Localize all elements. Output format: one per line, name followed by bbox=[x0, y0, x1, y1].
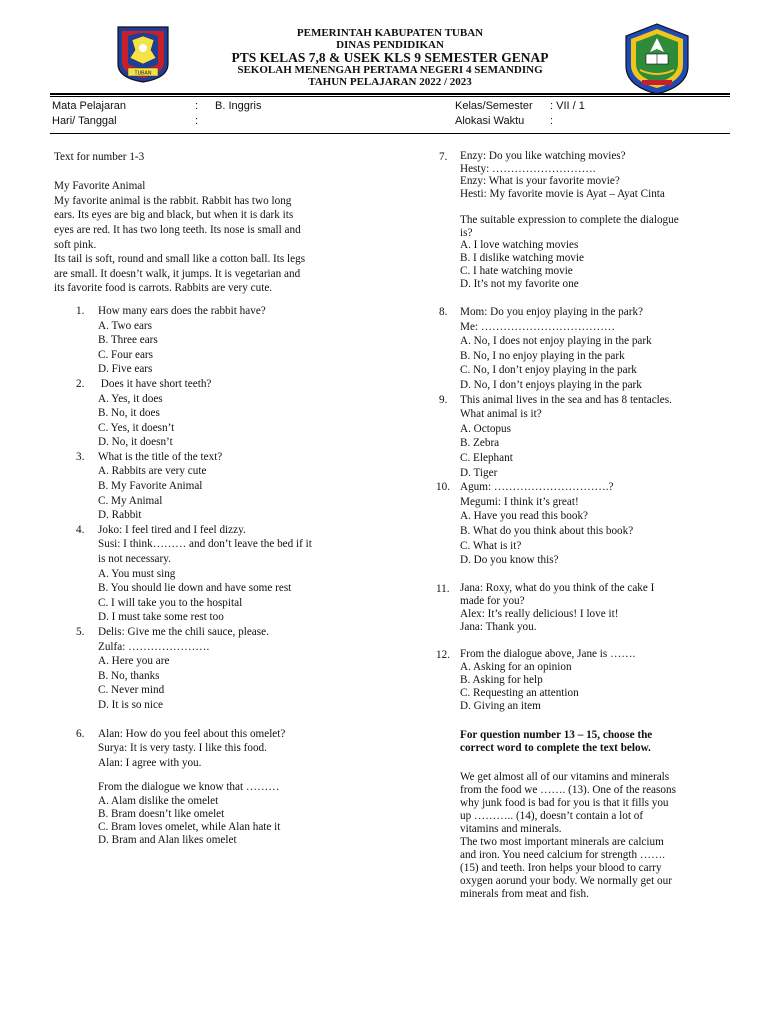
question-text: What is the title of the text? bbox=[98, 450, 223, 463]
question-text: How many ears does the rabbit have? bbox=[98, 304, 266, 317]
answer-option[interactable]: A. Here you are bbox=[98, 655, 170, 668]
question-12 bbox=[436, 648, 736, 713]
answer-option[interactable]: C. Yes, it doesn’t bbox=[98, 421, 175, 434]
subject-colon: : bbox=[195, 100, 199, 112]
question-text: Susi: I think……… and don’t leave the bed if it bbox=[98, 538, 312, 551]
answer-option[interactable]: C. My Animal bbox=[98, 494, 163, 507]
passage-line: why junk food is bad for you is that it fills you bbox=[460, 796, 669, 809]
question-1 bbox=[54, 304, 384, 377]
answer-option[interactable]: D. Rabbit bbox=[98, 509, 142, 522]
passage-line: We get almost all of our vitamins and minerals bbox=[460, 770, 670, 783]
question-text: Hesty: ………………………. bbox=[460, 162, 596, 175]
passage-line: oxygen aorund your body. We normally get our bbox=[460, 874, 672, 887]
question-number: 12. bbox=[436, 648, 450, 661]
answer-option[interactable]: B. No, I no enjoy playing in the park bbox=[460, 349, 625, 362]
answer-option[interactable]: D. No, I don’t enjoys playing in the park bbox=[460, 378, 642, 391]
question-text: made for you? bbox=[460, 594, 525, 607]
answer-option[interactable]: A. Alam dislike the omelet bbox=[98, 794, 219, 807]
question-text: Mom: Do you enjoy playing in the park? bbox=[460, 306, 644, 318]
question-number: 6. bbox=[76, 727, 85, 740]
question-6 bbox=[54, 727, 384, 847]
question-text: Does it have short teeth? bbox=[98, 377, 212, 390]
question-8 bbox=[436, 305, 736, 393]
question-text: What animal is it? bbox=[460, 408, 542, 421]
question-number: 2. bbox=[76, 377, 85, 390]
passage-line: from the food we ……. (13). One of the reasons bbox=[460, 783, 676, 796]
question-text: Zulfa: …………………. bbox=[98, 640, 210, 653]
cloze-passage bbox=[436, 771, 736, 901]
header-government: PEMERINTAH KABUPATEN TUBAN bbox=[296, 27, 484, 39]
question-number: 11. bbox=[436, 582, 450, 595]
header-department: DINAS PENDIDIKAN bbox=[336, 38, 444, 51]
class-label: Kelas/Semester bbox=[455, 100, 533, 112]
question-text: Me: ……………………………… bbox=[460, 320, 616, 333]
question-text: Megumi: I think it’s great! bbox=[460, 495, 579, 508]
answer-option[interactable]: C. No, I don’t enjoy playing in the park bbox=[460, 364, 637, 377]
header-text bbox=[170, 28, 610, 88]
answer-option[interactable]: B. No, thanks bbox=[98, 669, 160, 682]
subject-value: B. Inggris bbox=[215, 100, 262, 112]
passage-line: minerals from meat and fish. bbox=[460, 887, 589, 900]
question-prompt: is? bbox=[460, 226, 473, 239]
question-text: Enzy: Do you like watching movies? bbox=[460, 150, 626, 162]
question-text: Alex: It’s really delicious! I love it! bbox=[460, 607, 619, 620]
time-label: Alokasi Waktu bbox=[455, 115, 525, 127]
answer-option[interactable]: A. Have you read this book? bbox=[460, 510, 589, 523]
answer-option[interactable]: A. Yes, it does bbox=[98, 392, 163, 405]
header-divider-thick bbox=[50, 93, 730, 95]
class-value: : VII / 1 bbox=[550, 100, 585, 112]
question-text: Surya: It is very tasty. I like this food. bbox=[98, 742, 267, 755]
answer-option[interactable]: C. Never mind bbox=[98, 684, 165, 697]
answer-option[interactable]: D. Do you know this? bbox=[460, 554, 559, 567]
svg-text:TUBAN: TUBAN bbox=[134, 70, 152, 77]
school-logo bbox=[622, 22, 692, 96]
answer-option[interactable]: B. Bram doesn’t like omelet bbox=[98, 807, 225, 820]
kabupaten-tuban-logo bbox=[114, 24, 172, 84]
answer-option[interactable]: D. Bram and Alan likes omelet bbox=[98, 833, 237, 846]
answer-option[interactable]: B. You should lie down and have some rest bbox=[98, 582, 292, 595]
answer-option[interactable]: B. Zebra bbox=[460, 437, 500, 450]
question-number: 9. bbox=[439, 393, 448, 406]
instruction-line: For question number 13 – 15, choose the bbox=[460, 728, 653, 741]
answer-option[interactable]: C. What is it? bbox=[460, 539, 522, 552]
answer-option[interactable]: A. Two ears bbox=[98, 319, 153, 332]
passage-line: Its tail is soft, round and small like a cotton ball. Its legs bbox=[54, 253, 306, 266]
passage-line: and iron. You need calcium for strength ……. bbox=[460, 848, 666, 861]
left-column bbox=[54, 150, 384, 847]
question-2 bbox=[54, 377, 384, 450]
passage-intro: Text for number 1-3 bbox=[54, 151, 145, 163]
question-text: is not necessary. bbox=[98, 553, 171, 566]
passage-line: soft pink. bbox=[54, 238, 97, 251]
question-7 bbox=[436, 150, 736, 291]
question-number: 7. bbox=[439, 151, 448, 163]
question-prompt: The suitable expression to complete the dialogue bbox=[460, 214, 679, 226]
info-divider bbox=[50, 133, 730, 134]
answer-option[interactable]: A. You must sing bbox=[98, 567, 176, 580]
right-column bbox=[436, 150, 736, 901]
question-number: 3. bbox=[76, 450, 85, 463]
question-text: This animal lives in the sea and has 8 tentacles. bbox=[460, 393, 672, 406]
question-4 bbox=[54, 523, 384, 625]
passage-line: My favorite animal is the rabbit. Rabbit has two long bbox=[54, 194, 292, 207]
answer-option[interactable]: B. I dislike watching movie bbox=[460, 252, 584, 264]
question-text: Jana: Roxy, what do you think of the cake I bbox=[460, 581, 655, 594]
answer-option[interactable]: C. Four ears bbox=[98, 348, 153, 361]
passage-line: ears. Its eyes are big and black, but when it is dark its bbox=[54, 209, 294, 222]
day-label: Hari/ Tanggal bbox=[52, 115, 117, 127]
answer-option[interactable]: D. Giving an item bbox=[460, 699, 541, 712]
passage-line: its favorite food is carrots. Rabbits are very cute. bbox=[54, 282, 273, 295]
passage-body bbox=[54, 194, 384, 296]
header-exam-title: PTS KELAS 7,8 & USEK KLS 9 SEMESTER GENAP bbox=[231, 50, 549, 65]
question-text: Hesti: My favorite movie is Ayat – Ayat Cinta bbox=[460, 187, 665, 200]
passage-line: vitamins and minerals. bbox=[460, 822, 562, 835]
answer-option[interactable]: D. Tiger bbox=[460, 466, 498, 479]
question-text: From the dialogue above, Jane is ……. bbox=[460, 647, 636, 660]
question-9 bbox=[436, 393, 736, 481]
answer-option[interactable]: B. No, it does bbox=[98, 407, 160, 420]
question-number: 1. bbox=[76, 304, 85, 317]
question-number: 4. bbox=[76, 523, 85, 536]
answer-option[interactable]: A. Rabbits are very cute bbox=[98, 465, 207, 478]
question-number: 8. bbox=[439, 306, 448, 318]
day-colon: : bbox=[195, 115, 199, 127]
passage-line: The two most important minerals are calcium bbox=[460, 835, 664, 848]
question-11 bbox=[436, 582, 736, 634]
answer-option[interactable]: D. No, it doesn’t bbox=[98, 436, 173, 449]
answer-option[interactable]: A. Asking for an opinion bbox=[460, 660, 572, 673]
question-5 bbox=[54, 625, 384, 713]
answer-option[interactable]: B. My Favorite Animal bbox=[98, 480, 203, 493]
passage-title: My Favorite Animal bbox=[54, 180, 146, 193]
answer-option[interactable]: D. I must take some rest too bbox=[98, 611, 224, 624]
question-number: 5. bbox=[76, 626, 85, 638]
answer-option[interactable]: C. Requesting an attention bbox=[460, 686, 579, 699]
passage-line: up ……….. (14), doesn’t contain a lot of bbox=[460, 809, 644, 822]
subject-label: Mata Pelajaran bbox=[52, 100, 126, 112]
question-number: 10. bbox=[436, 481, 450, 494]
answer-option[interactable]: D. It’s not my favorite one bbox=[460, 278, 579, 290]
header-divider-thin bbox=[50, 96, 730, 97]
answer-option[interactable]: C. Bram loves omelet, while Alan hate it bbox=[98, 820, 281, 833]
time-value: : bbox=[550, 115, 554, 127]
instruction-line: correct word to complete the text below. bbox=[460, 741, 651, 754]
question-text: Jana: Thank you. bbox=[460, 620, 537, 633]
answer-option[interactable]: B. What do you think about this book? bbox=[460, 524, 634, 537]
answer-option[interactable]: B. Asking for help bbox=[460, 673, 543, 686]
question-text: Alan: How do you feel about this omelet? bbox=[98, 727, 286, 740]
answer-option[interactable]: A. I love watching movies bbox=[460, 239, 579, 251]
passage-line: eyes are red. It has two long teeth. Its nose is small and bbox=[54, 223, 301, 236]
question-text: Delis: Give me the chili sauce, please. bbox=[98, 626, 269, 638]
question-text: Agum: ………………………….? bbox=[460, 481, 614, 494]
answer-option[interactable]: C. Elephant bbox=[460, 451, 513, 464]
question-10 bbox=[436, 480, 736, 568]
answer-option[interactable]: C. I hate watching movie bbox=[460, 265, 573, 277]
answer-option[interactable]: B. Three ears bbox=[98, 334, 158, 347]
passage-line: (15) and teeth. Iron helps your blood to carry bbox=[460, 861, 662, 874]
question-prompt: From the dialogue we know that ……… bbox=[98, 781, 280, 794]
question-3 bbox=[54, 450, 384, 523]
question-text: Joko: I feel tired and I feel dizzy. bbox=[98, 523, 246, 536]
answer-option[interactable]: A. Octopus bbox=[460, 422, 511, 435]
document-header bbox=[0, 0, 768, 100]
instruction-13-15 bbox=[436, 729, 736, 755]
answer-option[interactable]: D. Five ears bbox=[98, 363, 153, 376]
header-school: SEKOLAH MENENGAH PERTAMA NEGERI 4 SEMANDING bbox=[237, 64, 543, 76]
question-text: Enzy: What is your favorite movie? bbox=[460, 175, 620, 187]
answer-option[interactable]: D. It is so nice bbox=[98, 698, 163, 711]
answer-option[interactable]: C. I will take you to the hospital bbox=[98, 596, 243, 609]
question-text: Alan: I agree with you. bbox=[98, 756, 202, 769]
answer-option[interactable]: A. No, I does not enjoy playing in the park bbox=[460, 335, 652, 348]
passage-line: are small. It doesn’t walk, it jumps. It is vegetarian and bbox=[54, 267, 301, 280]
header-year: TAHUN PELAJARAN 2022 / 2023 bbox=[308, 75, 472, 88]
